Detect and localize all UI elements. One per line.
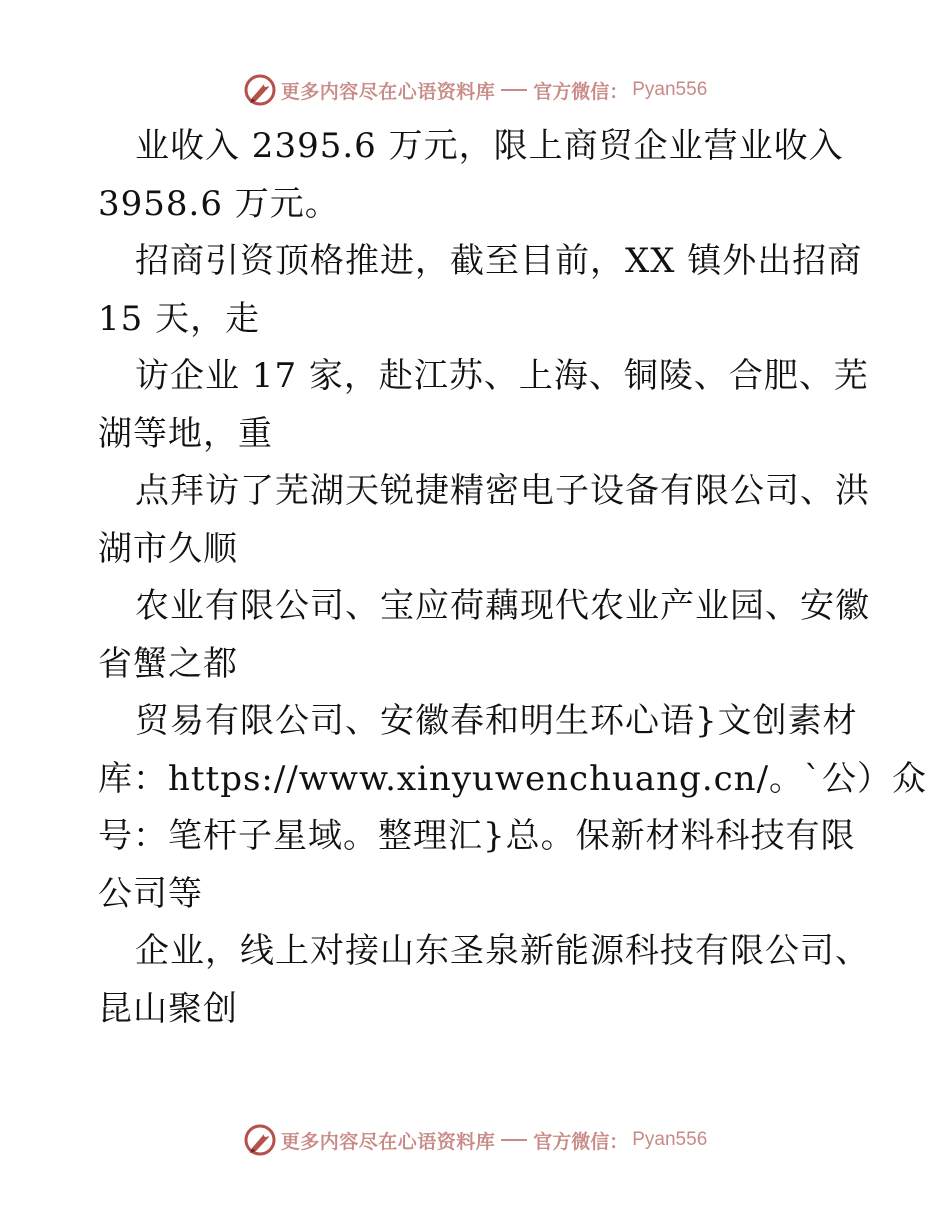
banner-text: 更多内容尽在心语资料库	[280, 1130, 496, 1153]
pen-logo-icon	[243, 73, 277, 107]
banner-label: 官方微信：	[533, 1130, 629, 1153]
paragraph-line: 业收入 2395.6 万元，限上商贸企业营业收入	[135, 126, 844, 166]
paragraph-line: 15 天，走	[98, 298, 261, 339]
paragraph-line: 省蟹之都	[98, 643, 238, 684]
header-banner	[0, 70, 950, 110]
paragraph-line: 贸易有限公司、安徽春和明生环心语}文创素材	[135, 701, 858, 741]
banner-separator	[501, 1139, 527, 1141]
banner-label: 官方微信：	[533, 80, 629, 103]
paragraph-line: 企业，线上对接山东圣泉新能源科技有限公司、	[135, 931, 870, 971]
paragraph-line: 湖市久顺	[98, 528, 238, 569]
paragraph-line: 招商引资顶格推进，截至目前，XX 镇外出招商	[135, 241, 863, 281]
banner-text: 更多内容尽在心语资料库	[280, 80, 496, 103]
footer-banner-inner	[243, 1123, 708, 1157]
paragraph-line: 公司等	[98, 873, 203, 914]
paragraph-line: 访企业 17 家，赴江苏、上海、铜陵、合肥、芜	[135, 356, 869, 396]
paragraph-line: 湖等地，重	[98, 413, 273, 454]
paragraph-line: 农业有限公司、宝应荷藕现代农业产业园、安徽	[135, 586, 870, 626]
pen-logo-icon	[243, 1123, 277, 1157]
paragraph-line: 3958.6 万元。	[98, 183, 340, 224]
document-body	[98, 118, 928, 1038]
banner-separator	[501, 89, 527, 91]
banner-handle: Pyan556	[632, 79, 708, 100]
banner-handle: Pyan556	[632, 1129, 708, 1150]
footer-banner	[0, 1120, 950, 1160]
paragraph-line: 点拜访了芜湖天锐捷精密电子设备有限公司、洪	[135, 471, 870, 511]
header-banner-inner	[243, 73, 708, 107]
paragraph-line: 昆山聚创	[98, 988, 238, 1029]
paragraph-line: 号：笔杆子星域。整理汇}总。保新材料科技有限	[98, 816, 856, 856]
paragraph-line: 库：https://www.xinyuwenchuang.cn/。`公）众	[98, 758, 928, 799]
